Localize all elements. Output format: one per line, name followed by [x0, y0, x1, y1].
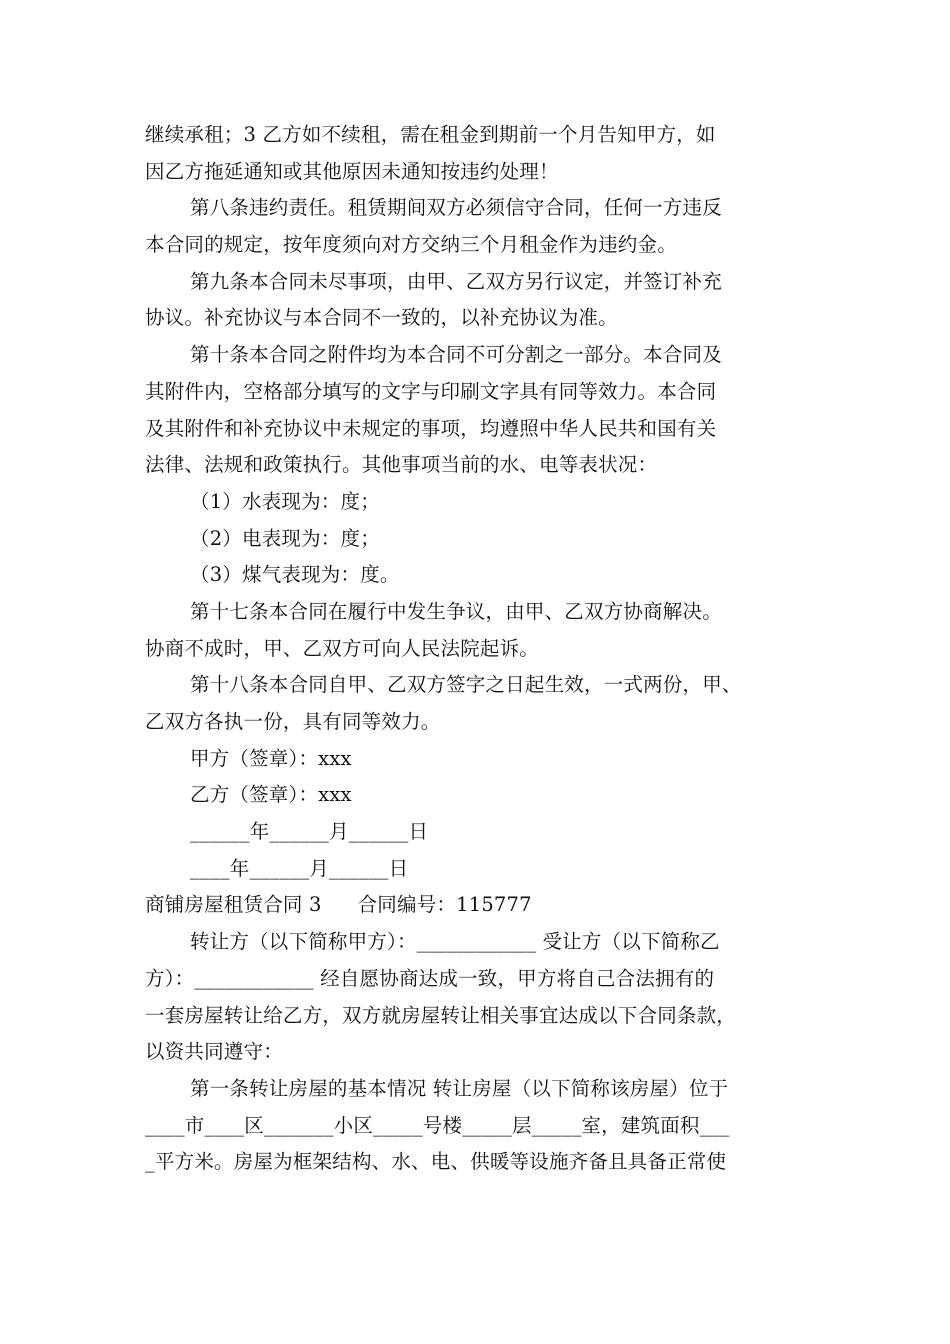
paragraph-line: 转让方（以下简称甲方）：____________ 受让方（以下简称乙	[190, 930, 720, 954]
paragraph-line: 乙双方各执一份，具有同等效力。	[145, 710, 441, 733]
paragraph-line: 第十七条本合同在履行中发生争议，由甲、乙双方协商解决。	[190, 599, 722, 623]
paragraph-line: 以资共同遵守：	[145, 1040, 283, 1064]
paragraph-line: _平方米。房屋为框架结构、水、电、供暖等设施齐备且具备正常使	[145, 1150, 727, 1174]
paragraph-line: 乙方（签章）：xxx	[190, 783, 352, 807]
paragraph-line: 因乙方拖延通知或其他原因未通知按违约处理！	[145, 159, 559, 183]
paragraph-line: 一套房屋转让给乙方，双方就房屋转让相关事宜达成以下合同条款，	[145, 1003, 737, 1027]
paragraph-line: 法律、法规和政策执行。其他事项当前的水、电等表状况：	[145, 453, 658, 477]
paragraph-line: 协议。补充协议与本合同不一致的，以补充协议为准。	[145, 306, 618, 330]
paragraph-line: ____市____区_______小区_____号楼_____层_____室，建筑面积___	[145, 1113, 730, 1137]
paragraph-line: （2）电表现为：度；	[190, 526, 380, 550]
paragraph-line: 第十条本合同之附件均为本合同不可分割之一部分。本合同及	[190, 343, 722, 367]
contract-number: 合同编号：115777	[357, 893, 532, 917]
paragraph-line: 协商不成时，甲、乙双方可向人民法院起诉。	[145, 636, 540, 660]
paragraph-line: 第九条本合同未尽事项，由甲、乙双方另行议定，并签订补充	[190, 269, 722, 293]
paragraph-line: 第一条转让房屋的基本情况 转让房屋（以下简称该房屋）位于	[190, 1076, 729, 1100]
paragraph-line: 继续承租；3 乙方如不续租，需在租金到期前一个月告知甲方，如	[145, 123, 716, 146]
paragraph-line: 及其附件和补充协议中未规定的事项，均遵照中华人民共和国有关	[145, 416, 717, 440]
paragraph-line: 方）：____________ 经自愿协商达成一致，甲方将自己合法拥有的	[145, 966, 715, 990]
contract-title-line	[145, 887, 825, 924]
contract-title: 商铺房屋租赁合同 3	[145, 893, 322, 917]
paragraph-line: ______年______月______日	[190, 820, 429, 844]
paragraph-line: 本合同的规定，按年度须向对方交纳三个月租金作为违约金。	[145, 233, 677, 257]
paragraph-line: （1）水表现为：度；	[190, 489, 380, 513]
paragraph-line: ____年______月______日	[190, 856, 409, 880]
paragraph-line: 第十八条本合同自甲、乙双方签字之日起生效，一式两份，甲、	[190, 673, 742, 697]
paragraph-line: 第八条违约责任。租赁期间双方必须信守合同，任何一方违反	[190, 196, 722, 220]
paragraph-line: 其附件内，空格部分填写的文字与印刷文字具有同等效力。本合同	[145, 379, 717, 403]
document-body	[145, 117, 825, 1181]
paragraph-line: （3）煤气表现为：度。	[190, 563, 400, 587]
paragraph-line: 甲方（签章）：xxx	[190, 746, 352, 770]
